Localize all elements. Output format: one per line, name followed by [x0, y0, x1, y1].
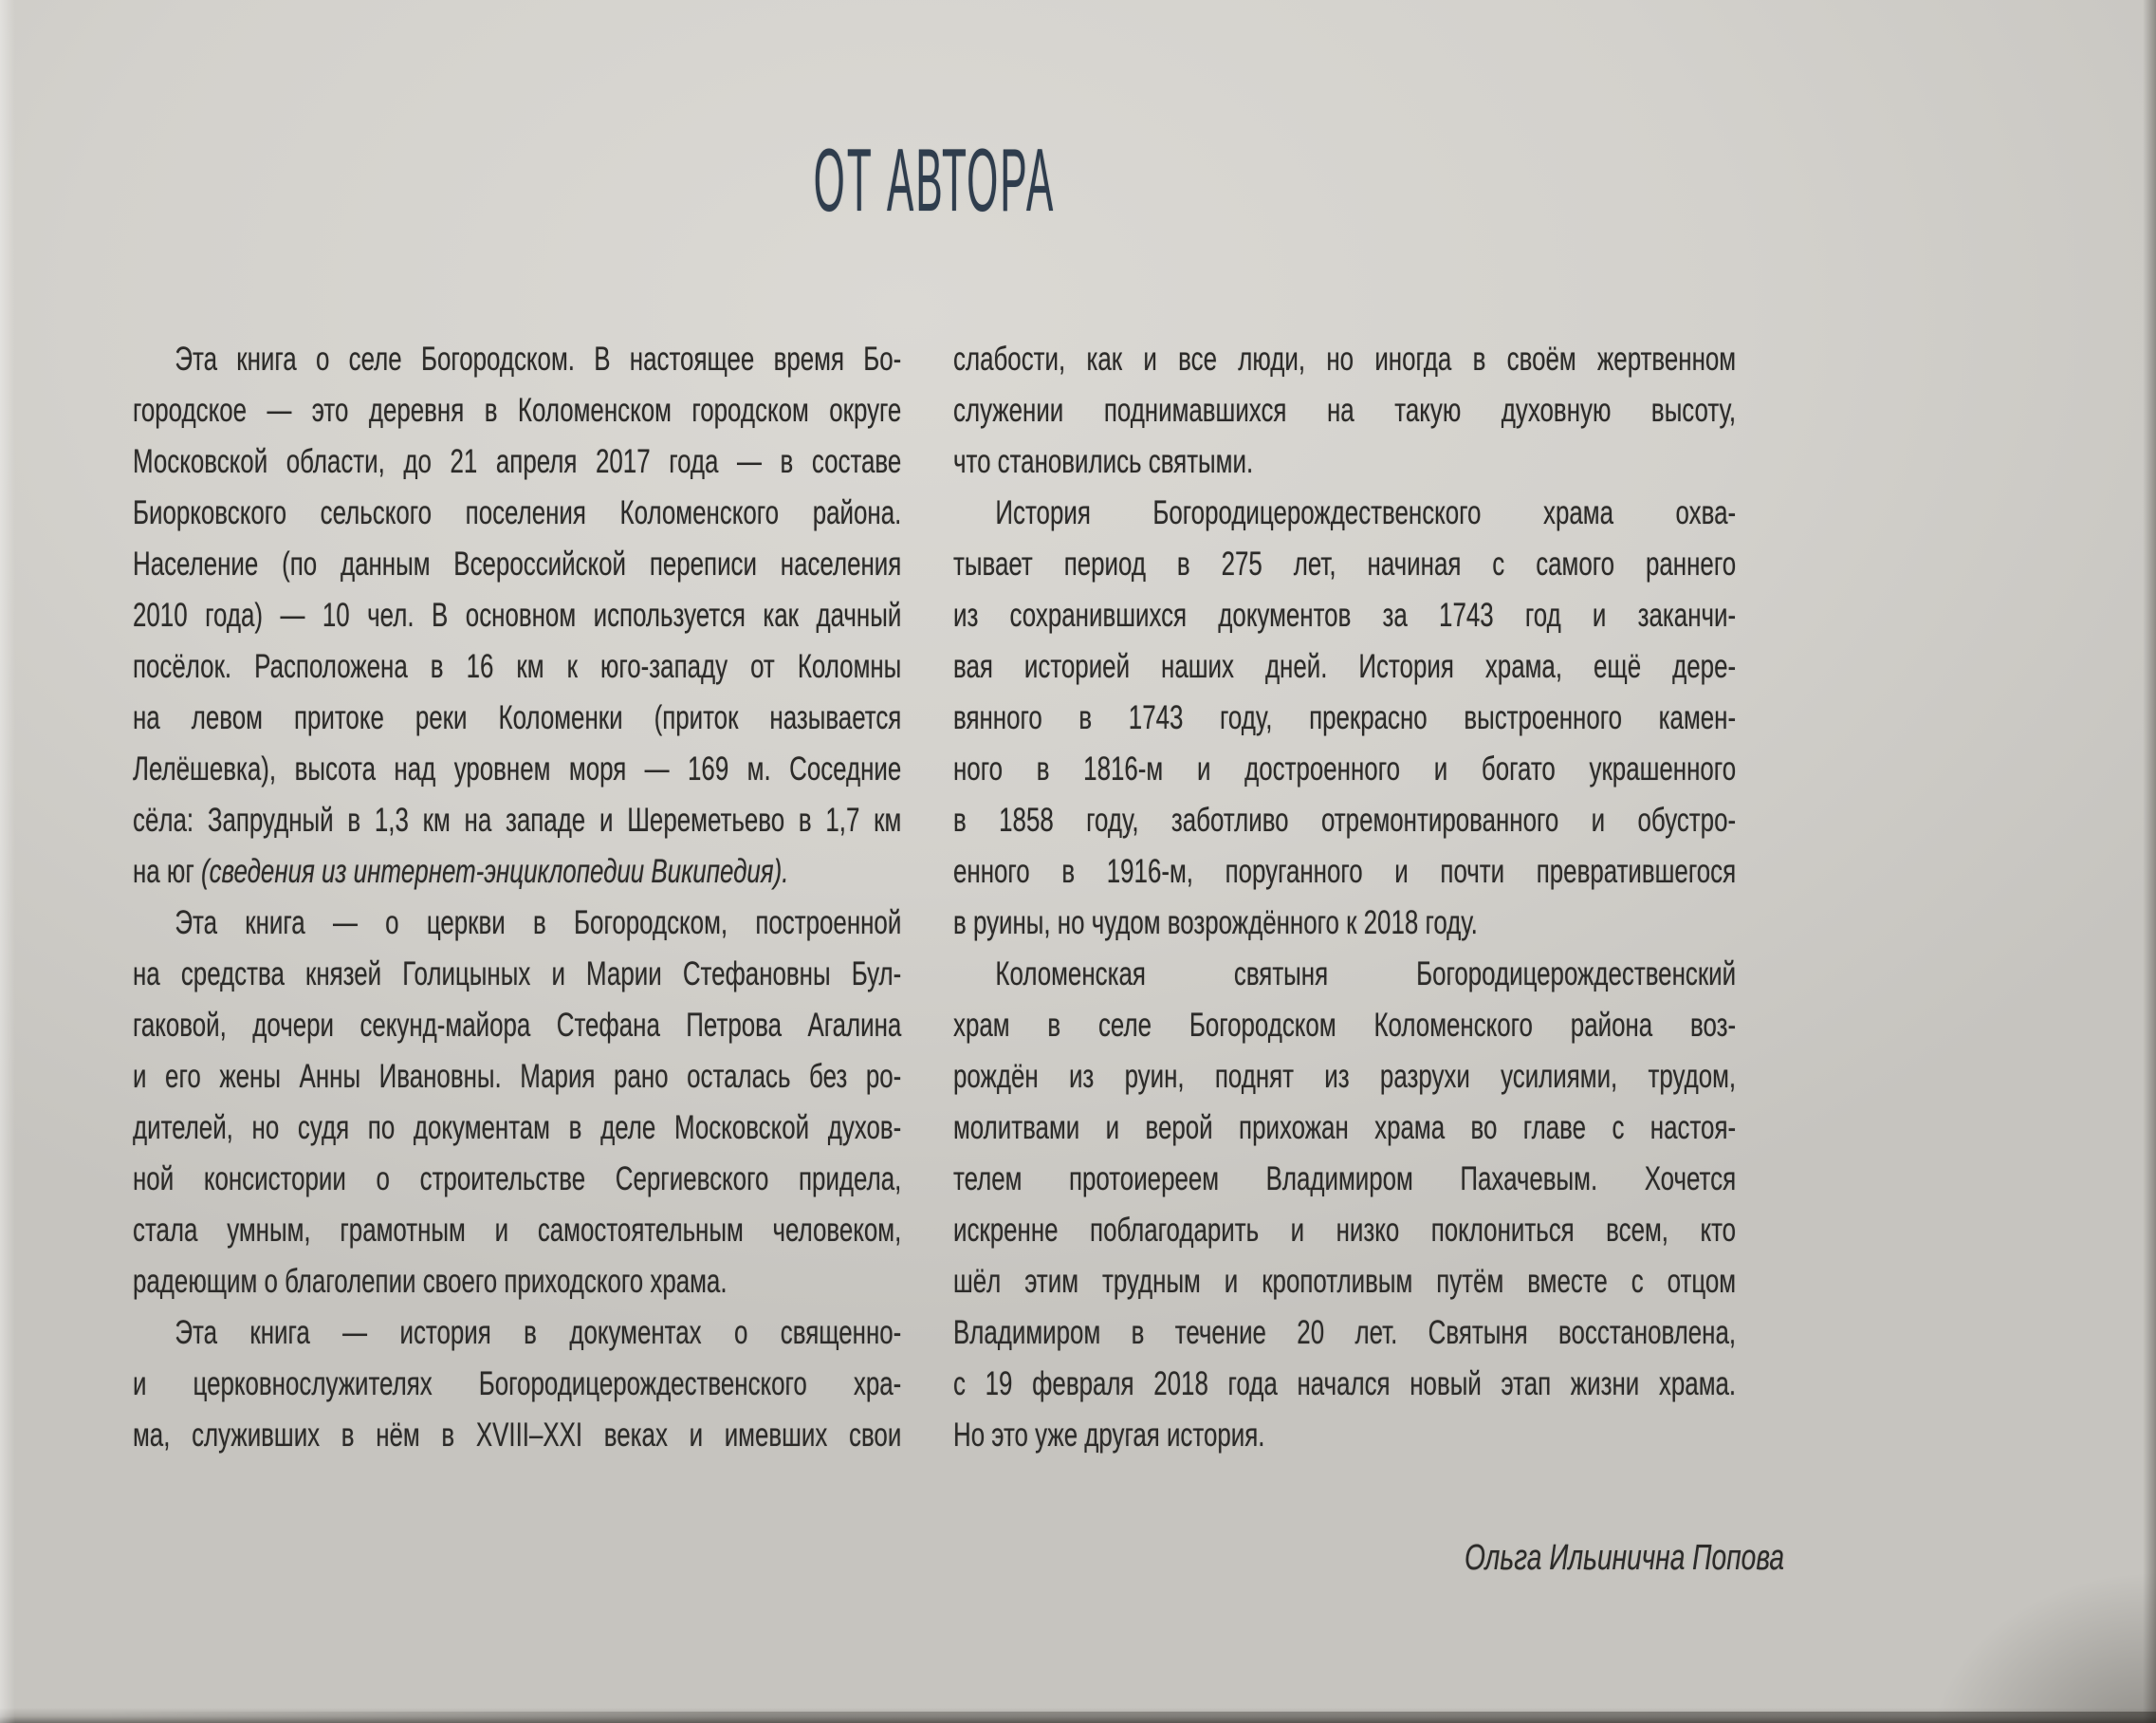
- text-line: сёла: Запрудный в 1,3 км на западе и Шереметьево в 1,7 км: [133, 802, 902, 839]
- text-line: слабости, как и все люди, но иногда в своём жертвенном: [953, 341, 1737, 378]
- text-segment: на юг: [133, 853, 201, 890]
- text-line: Но это уже другая история.: [953, 1417, 1265, 1454]
- text-line: искренне поблагодарить и низко поклониться всем, кто: [953, 1212, 1737, 1249]
- text-line: гаковой, дочери секунд-майора Стефана Петрова Агалина: [133, 1007, 902, 1044]
- text-line: на левом притоке реки Коломенки (приток называется: [133, 699, 902, 736]
- page-title-container: [0, 130, 1869, 230]
- text-line: служении поднимавшихся на такую духовную высоту,: [953, 392, 1737, 429]
- text-line: посёлок. Расположена в 16 км к юго-западу от Коломны: [133, 648, 902, 685]
- text-line: 2010 года) — 10 чел. В основном используется как дачный: [133, 597, 902, 634]
- text-line: ного в 1816-м и достроенного и богато украшенного: [953, 750, 1737, 787]
- text-line: из сохранившихся документов за 1743 год и заканчи-: [953, 597, 1737, 634]
- text-line: вянного в 1743 году, прекрасно выстроенного камен-: [953, 699, 1737, 736]
- text-line: на средства князей Голицыных и Марии Стефановны Бул-: [133, 955, 902, 992]
- text-line: Лелёшевка), высота над уровнем моря — 169 м. Соседние: [133, 750, 902, 787]
- text-line: телем протоиереем Владимиром Пахачевым. Хочется: [953, 1160, 1737, 1197]
- text-line: Коломенская святыня Богородицерождественский: [995, 955, 1737, 992]
- text-line: ма, служивших в нём в XVIII–XXI веках и имевших свои: [133, 1417, 902, 1454]
- text-column-left: [133, 334, 901, 1461]
- text-line: тывает период в 275 лет, начиная с самого раннего: [953, 546, 1737, 583]
- page-title: ОТ АВТОРА: [813, 130, 1056, 230]
- text-line: вая историей наших дней. История храма, ещё дере-: [953, 648, 1737, 685]
- text-line: шёл этим трудным и кропотливым путём вместе с отцом: [953, 1263, 1737, 1300]
- text-segment-italic: (сведения из интернет-энциклопедии Википедия).: [200, 853, 789, 890]
- author-signature: Ольга Ильинична Попова: [1464, 1538, 1785, 1578]
- text-line: Московской области, до 21 апреля 2017 года — в составе: [133, 443, 902, 480]
- text-line: и его жены Анны Ивановны. Мария рано осталась без ро-: [133, 1058, 902, 1095]
- text-line: История Богородицерождественского храма охва-: [995, 494, 1737, 531]
- text-line: стала умным, грамотным и самостоятельным человеком,: [133, 1212, 902, 1249]
- text-line: Биорковского сельского поселения Коломенского района.: [133, 494, 902, 531]
- text-line: молитвами и верой прихожан храма во главе с настоя-: [953, 1109, 1737, 1146]
- text-line: радеющим о благолепии своего приходского храма.: [133, 1263, 728, 1300]
- text-line: Эта книга — история в документах о священно-: [175, 1314, 902, 1351]
- author-signature-container: [996, 1538, 1784, 1579]
- text-line: городское — это деревня в Коломенском городском округе: [133, 392, 902, 429]
- text-line: Эта книга о селе Богородском. В настоящее время Бо-: [175, 341, 902, 378]
- text-column-right: [953, 334, 1736, 1461]
- text-line: рождён из руин, поднят из разрухи усилиями, трудом,: [953, 1058, 1737, 1095]
- text-line: храм в селе Богородском Коломенского района воз-: [953, 1007, 1737, 1044]
- text-line: Эта книга — о церкви в Богородском, построенной: [175, 904, 902, 941]
- text-line: [133, 846, 901, 898]
- text-line: Население (по данным Всероссийской переписи населения: [133, 546, 902, 583]
- text-line: в 1858 году, заботливо отремонтированного и обустро-: [953, 802, 1737, 839]
- text-line: енного в 1916-м, поруганного и почти превратившегося: [953, 853, 1737, 890]
- text-line: что становились святыми.: [953, 443, 1254, 480]
- text-line: в руины, но чудом возрождённого к 2018 году.: [953, 904, 1478, 941]
- text-line: ной консистории о строительстве Сергиевского придела,: [133, 1160, 902, 1197]
- text-line: с 19 февраля 2018 года начался новый этап жизни храма.: [953, 1365, 1737, 1402]
- text-line: Владимиром в течение 20 лет. Святыня восстановлена,: [953, 1314, 1737, 1351]
- text-line: дителей, но судя по документам в деле Московской духов-: [133, 1109, 902, 1146]
- text-line: и церковнослужителях Богородицерождественского хра-: [133, 1365, 902, 1402]
